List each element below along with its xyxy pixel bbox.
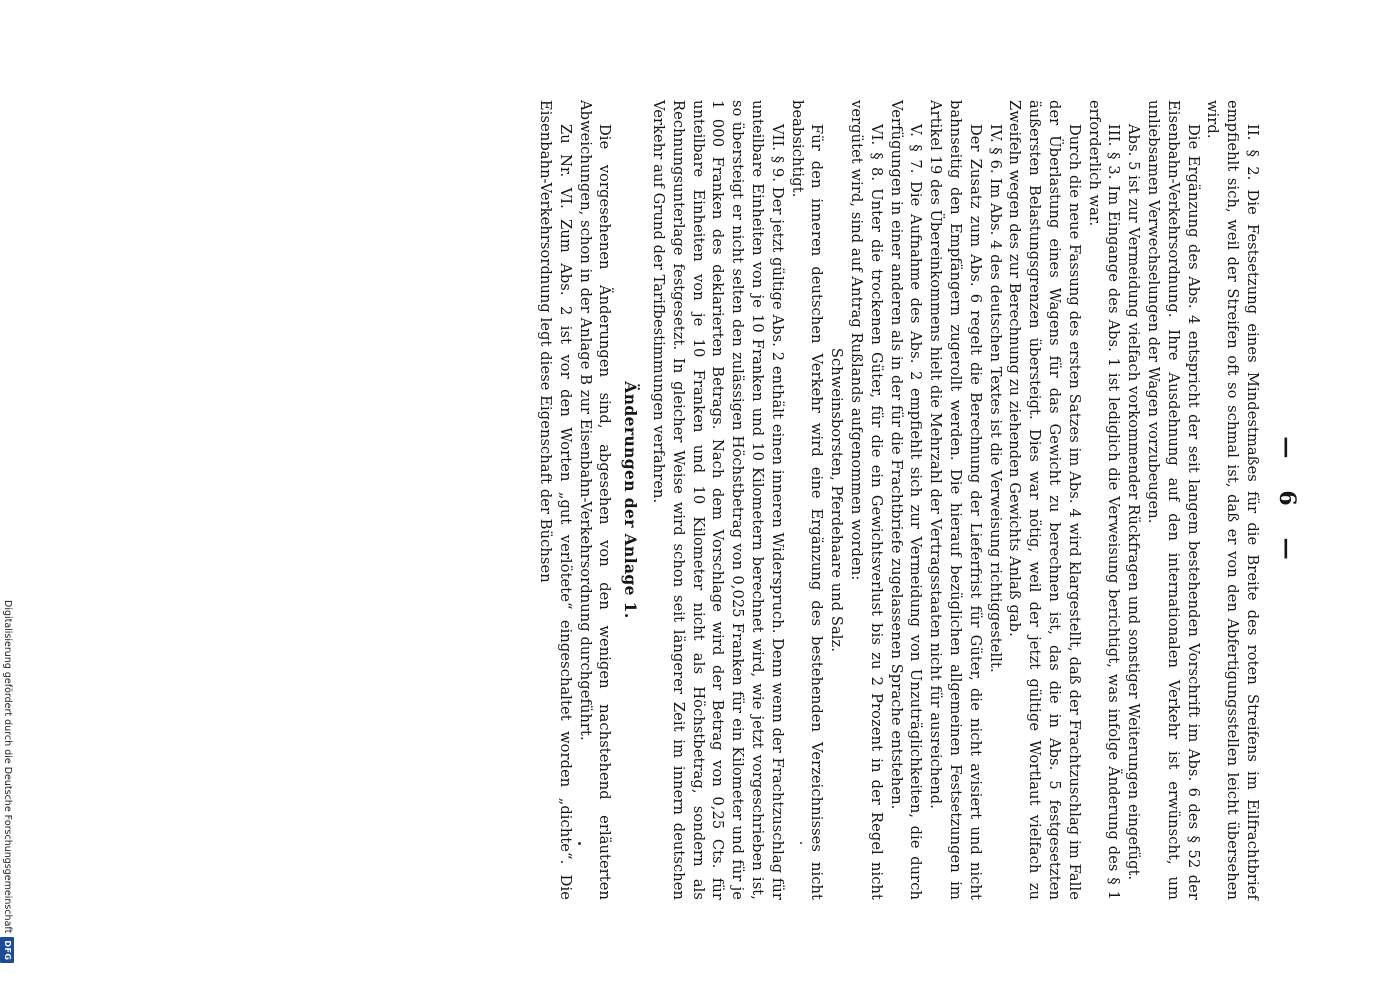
body-text xyxy=(535,100,1262,900)
dfg-logo-icon: DFG xyxy=(0,937,14,963)
paragraph: Die Ergänzung des Abs. 4 entspricht der seit langem bestehenden Vorschrift im Abs. 6 des § 52 der Eisenbahn-Verkehrsordnung. Ihre Ausdehnung auf den internationalen Verkehr ist erwünscht, um unliebsamen Verwechselungen der Wagen vorzubeugen. xyxy=(1145,100,1202,900)
paragraph: III. § 3. Im Eingange des Abs. 1 ist lediglich die Verweisung berichtigt, was infolge Änderung des § 1 erforderlich war. xyxy=(1085,100,1123,900)
paragraph: VII. § 9. Der jetzt gültige Abs. 2 enthält einen inneren Widerspruch. Denn wenn der Frachtzuschlag für unteilbare Einheiten von je 10 Franken und 10 Kilometern berechnet wird, wie jetzt vorgeschrieben ist, so übersteigt er nicht selten den zulässigen Höchstbetrag von 0,025 Franken für ein Kilometer und für je 1 000 Franken des deklarierten Betrags. Nach dem Vorschlage wird der Betrag von 0,25 Cts. für unteilbare Einheiten von je 10 Franken und 10 Kilometer nicht als Höchstbetrag, sondern als Rechnungsunterlage festgesetzt. In gleicher Weise wird schon seit längerer Zeit im innern deutschen Verkehr auf Grund der Tarifbestimmungen verfahren. xyxy=(650,100,786,900)
footer-strip xyxy=(0,600,14,1000)
document-page xyxy=(66,100,1306,900)
paragraph: Für den inneren deutschen Verkehr wird eine Ergänzung des bestehenden Verzeichnisses nicht beabsichtigt. xyxy=(788,100,826,900)
scan-speck xyxy=(800,842,802,844)
paragraph: V. § 7. Die Aufnahme des Abs. 2 empfiehlt sich zur Vermeidung von Unzuträglichkeiten, die durch Verfügungen in einer anderen als in der für die Frachtbriefe zugelassenen Sprache entstehen. xyxy=(887,100,925,900)
scan-speck xyxy=(578,842,581,845)
page-number-value: 6 xyxy=(1274,490,1300,510)
digitization-credit xyxy=(0,600,14,986)
centered-line: Schweinsborsten, Pferdehaare und Salz. xyxy=(828,347,846,653)
page-number: —6— xyxy=(1274,436,1300,564)
digitization-credit-text: Digitalisierung gefördert durch die Deutsche Forschungsgemeinschaft xyxy=(2,600,13,934)
paragraph: IV. § 6. Im Abs. 4 des deutschen Textes ist die Verweisung richtiggestellt. xyxy=(986,124,1004,673)
section-heading: Änderungen der Anlage 1. xyxy=(621,381,641,619)
paragraph: Der Zusatz zum Abs. 6 regelt die Berechnung der Lieferfrist für Güter, die nicht avisiert und nicht bahnseitig den Empfängern zugerollt werden. Die hierauf bezüglichen allgemeinen Festsetzungen im Artikel 19 des Übereinkommens hielt die Mehrzahl der Vertragsstaaten nicht für ausreichend. xyxy=(927,100,984,900)
paragraph: Durch die neue Fassung des ersten Satzes im Abs. 4 wird klargestellt, daß der Frachtzuschlag im Falle der Überlastung eines Wagens für das Gewicht zu berechnen ist, das die in Abs. 5 festgesetzten äußersten Belastungsgrenzen übersteigt. Dies war nötig, weil der jetzt gültige Wortlaut vielfach zu Zweifeln wegen des zur Berechnung zu ziehenden Gewichts Anlaß gab. xyxy=(1006,100,1083,900)
paragraph: Die vorgesehenen Änderungen sind, abgesehen von den wenigen nachstehend erläuterten Abweichungen, schon in der Anlage B zur Eisenbahn-Verkehrsordnung durchgeführt. xyxy=(576,100,614,900)
paragraph: II. § 2. Die Festsetzung eines Mindestmaßes für die Breite des roten Streifens im Eilfrachtbrief empfiehlt sich, weil der Streifen oft so schmal ist, daß er von den Abfertigungsstellen leicht übersehen wird. xyxy=(1204,100,1261,900)
paragraph: VI. § 8. Unter die trockenen Güter, für die ein Gewichtsverlust bis zu 2 Prozent in der Regel nicht vergütet wird, sind auf Antrag Rußlands aufgenommen worden: xyxy=(848,100,885,900)
paragraph: Zu Nr. VI. Zum Abs. 2 ist vor den Worten „gut verlötete“ eingeschaltet worden „dichte“. Die Eisenbahn-Verkehrsordnung legt diese Eigenschaft der Büchsen xyxy=(537,100,574,900)
paragraph: Abs. 5 ist zur Vermeidung vielfach vorkommender Rückfragen und sonstiger Weiterungen eingefügt. xyxy=(1125,124,1143,881)
